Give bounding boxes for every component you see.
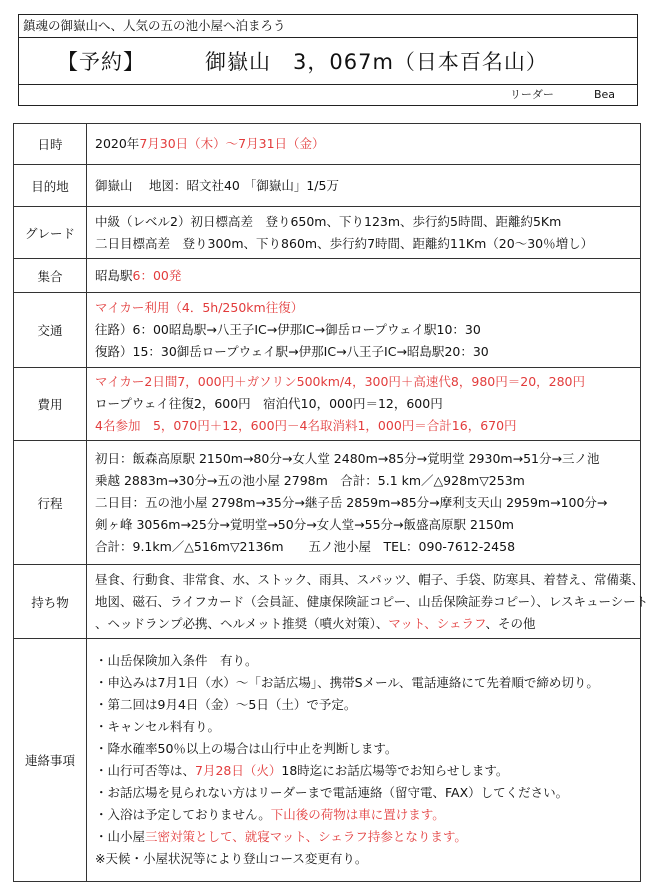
note-2: ・申込みは7月1日（水）～「お話広場」、携帯Sメール、電話連絡にて先着順で締め切り。 [95,675,599,690]
note-9-three-cs: 三密対策として、就寝マット、シェラフ持参となります。 [145,829,467,844]
note-4: ・キャンセル料有り。 [95,719,221,734]
mountain-title: 御嶽山 3，067m（日本百名山） [205,50,548,74]
date-range: 7月30日（木）～7月31日（金） [139,136,325,151]
items-line-2: 地図、磁石、ライフカード（会員証、健康保険証コピー、山岳保険証券コピー）、レスキューシート [95,593,649,609]
cost-line-2: ロープウェイ往復2，600円 宿泊代10，000円＝12，600円 [95,396,443,411]
note-10: ※天候・小屋状況等により登山コース変更有り。 [95,851,368,866]
label-items: 持ち物 [14,565,87,639]
row-course [14,441,641,565]
label-course: 行程 [14,441,87,565]
meeting-time: 6：00発 [132,267,182,283]
course-line-4: 剣ヶ峰 3056m→25分→覚明堂→50分→女人堂→55分→飯盛高原駅 2150m [95,516,514,532]
row-transport [14,293,641,368]
transport-line-1: マイカー利用（4．5h/250km往復） [95,300,304,315]
items-others: 、その他 [485,615,536,631]
row-destination [14,165,641,207]
grade-line-1: 中級（レベル2）初日標高差 登り650m、下り123m、歩行約5時間、距離約5Km [95,213,562,229]
cost-line-1: マイカー2日間7，000円＋ガソリン500km/4，300円＋高速代8，980円＝20，280円 [95,374,586,389]
label-notes: 連絡事項 [14,639,87,882]
note-6: ・山行可否等は、 [95,763,196,778]
header-box [18,14,638,106]
leader-label: リーダー [509,88,554,101]
row-notes [14,639,641,882]
header-subtitle: 鎮魂の御嶽山へ、人気の五の池小屋へ泊まろう [19,15,637,38]
label-date: 日時 [14,124,87,165]
note-3: ・第二回は9月4日（金）～5日（土）で予定。 [95,697,357,712]
row-meeting [14,259,641,293]
note-8: ・入浴は予定しておりません。 [95,807,271,822]
transport-line-3: 復路）15：30御岳ロープウェイ駅→伊那IC→八王子IC→昭島駅20：30 [95,344,489,359]
leader-name: Bea [593,88,615,101]
note-6-rest: 18時迄にお話広場等でお知らせします。 [281,763,509,778]
course-line-5: 合計：9.1km／△516m▽2136m 五ノ池小屋 TEL：090-7612-2458 [95,538,516,554]
note-6-date: 7月28日（火） [195,763,282,778]
grade-line-2: 二日目標高差 登り300m、下り860m、歩行約7時間、距離約11Km（20～30％増し） [95,235,594,251]
course-line-2: 乗越 2883m→30分→五の池小屋 2798m 合計：5.1 km／△928m▽253m [95,472,525,488]
course-line-1: 初日：飯森高原駅 2150m→80分→女人堂 2480m→85分→覚明堂 2930m→51分→三ノ池 [95,450,600,466]
label-transport: 交通 [14,293,87,368]
reservation-tag: 【予約】 [57,50,145,74]
items-mat-sleeping-bag: マット、シェラフ [388,615,486,631]
items-line-3: 、ヘッドランプ必携、ヘルメット推奨（噴火対策）、 [95,615,389,631]
header-title-row [19,38,637,84]
note-5: ・降水確率50％以上の場合は山行中止を判断します。 [95,741,398,756]
date-prefix: 2020年 [95,136,140,151]
label-cost: 費用 [14,368,87,441]
transport-line-2: 往路）6：00昭島駅→八王子IC→伊那IC→御岳ロープウェイ駅10：30 [95,322,481,337]
note-8-luggage: 下山後の荷物は車に置けます。 [270,807,445,822]
schedule-table [13,123,649,882]
cost-line-3: 4名参加 5，070円＋12，600円－4名取消料1，000円＝合計16，670円 [95,418,517,433]
course-line-3: 二日目：五の池小屋 2798m→35分→継子岳 2859m→85分→摩利支天山 2959m→100分→ [95,494,608,510]
leader-row [19,84,637,105]
label-destination: 目的地 [14,165,87,207]
label-meeting: 集合 [14,259,87,293]
label-grade: グレード [14,207,87,259]
row-items [14,565,641,639]
row-cost [14,368,641,441]
destination-text: 御嶽山 地図：昭文社40 「御嶽山」1/5万 [95,177,339,193]
row-date [14,124,641,165]
note-9: ・山小屋 [95,829,146,844]
items-line-1: 昼食、行動食、非常食、水、ストック、雨具、スパッツ、帽子、手袋、防寒具、着替え、常備薬、 [95,571,645,587]
note-7: ・お話広場を見られない方はリーダーまで電話連絡（留守電、FAX）してください。 [95,785,569,800]
meeting-place: 昭島駅 [95,267,133,283]
row-grade [14,207,641,259]
note-1: ・山岳保険加入条件 有り。 [95,653,258,668]
